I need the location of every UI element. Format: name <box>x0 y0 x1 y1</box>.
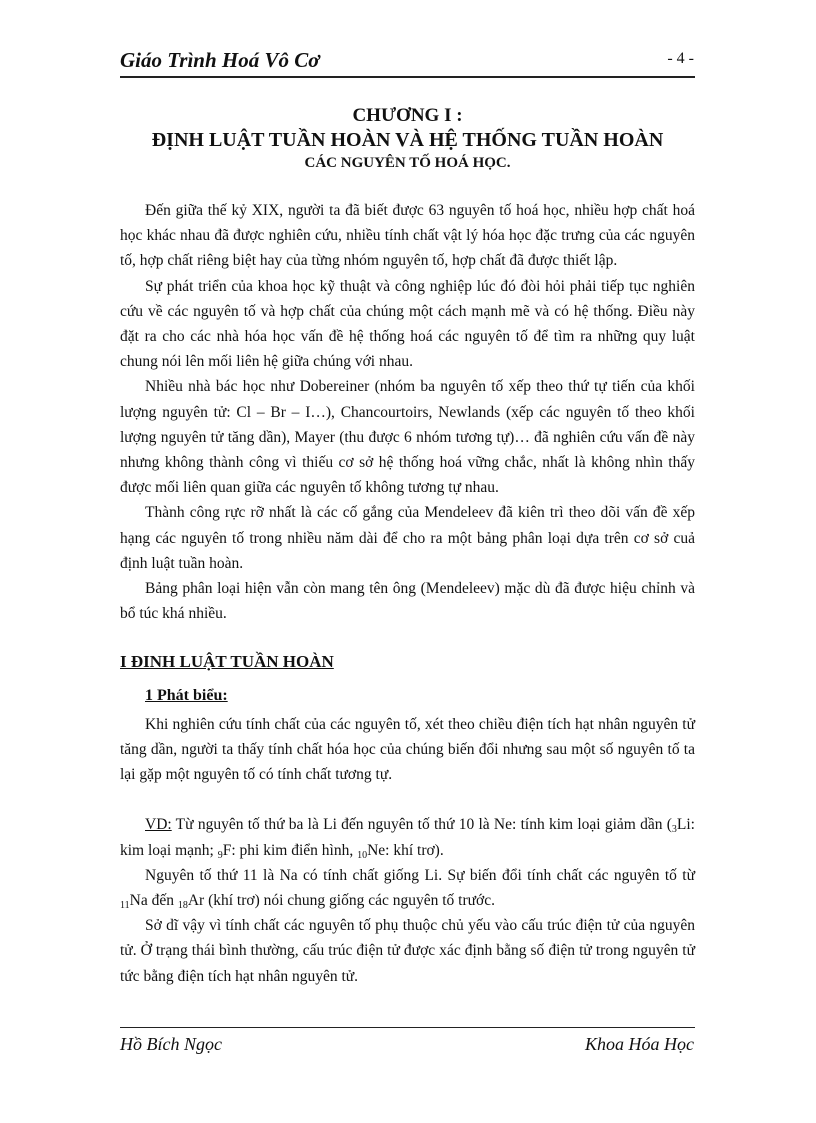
chapter-subtitle: CÁC NGUYÊN TỐ HOÁ HỌC. <box>304 155 511 171</box>
page-header <box>120 48 694 76</box>
electron-structure-paragraph: Sở dĩ vậy vì tính chất các nguyên tố phụ thuộc chủ yếu vào cấu trúc điện tử của nguyên tử. Ở trạng thái bình thường, cấu trúc điện tử được xác định bằng số điện tử trong nguyên tử tức bằng điện tích hạt nhân nguyên tử. <box>120 917 695 985</box>
footer-rule <box>120 1027 695 1028</box>
spacer <box>120 787 695 812</box>
page-number: - 4 - <box>667 50 694 67</box>
intro-paragraph-5: Bảng phân loại hiện vẫn còn mang tên ông (Mendeleev) mặc dù đã được hiệu chỉnh và bổ túc khá nhiều. <box>120 580 695 623</box>
example-paragraph: VD: Từ nguyên tố thứ ba là Li đến nguyên tố thứ 10 là Ne: tính kim loại giảm dần ($_3Li$: kim loại mạnh; $_9$F: phi kim điển hình, $_{10}$Ne: khí trơ). <box>120 816 695 861</box>
example-label: VD: <box>145 816 172 834</box>
intro-paragraph-3: Nhiều nhà bác học như Dobereiner (nhóm ba nguyên tố xếp theo thứ tự tiến của khối lượng nguyên tử: Cl – Br – I…), Chancourtoirs, Newlands (xếp các nguyên tố theo khối lượng nguyên tử tăng dần), Mayer (thu được 6 nhóm tương tự)… đã nghiên cứu vấn đề này nhưng không thành công vì thiếu cơ sở hệ thống hoá vững chắc, nhất là không nhìn thấy được mối liên quan giữa các nguyên tố không tương tự nhau. <box>120 378 695 497</box>
header-rule <box>120 76 695 78</box>
header-title: Giáo Trình Hoá Vô Cơ <box>120 48 320 72</box>
intro-paragraph-4: Thành công rực rỡ nhất là các cố gắng của Mendeleev đã kiên trì theo dõi vấn đề xếp hạng các nguyên tố trong nhiều năm dài để cho ra một bảng phân loại dựa trên cơ sở cuả định luật tuần hoàn. <box>120 504 695 572</box>
footer-department: Khoa Hóa Học <box>585 1034 694 1054</box>
footer-author: Hồ Bích Ngọc <box>120 1034 222 1054</box>
chapter-number: CHƯƠNG I : <box>352 105 463 126</box>
page-content <box>120 198 695 989</box>
intro-paragraph-2: Sự phát triển của khoa học kỹ thuật và công nghiệp lúc đó đòi hỏi phải tiếp tục nghiên cứu về các nguyên tố và hợp chất của chúng một cách mạnh mẽ và có hệ thống. Điều này đặt ra cho các nhà hóa học vấn đề hệ thống hoá các nguyên tố để tìm ra những quy luật chung nói lên mối liên hệ giữa chúng với nhau. <box>120 277 695 371</box>
chapter-title: ĐỊNH LUẬT TUẦN HOÀN VÀ HỆ THỐNG TUẦN HOÀN <box>151 129 664 151</box>
sodium-paragraph: Nguyên tố thứ 11 là Na có tính chất giống Li. Sự biến đổi tính chất các nguyên tố từ $_{11}$Na đến $_{18}$Ar (khí trơ) nói chung giống các nguyên tố trước. <box>120 866 695 912</box>
subsection-title: 1 Phát biểu: <box>145 686 228 704</box>
section-title: I ĐINH LUẬT TUẦN HOÀN <box>120 652 334 672</box>
intro-paragraph-1: Đến giữa thế kỷ XIX, người ta đã biết được 63 nguyên tố hoá học, nhiều hợp chất hoá học khác nhau đã được nghiên cứu, nhiều tính chất vật lý hóa học đặc trưng của các nguyên tố, hợp chất riêng biệt hay của từng nhóm nguyên tố, hợp chất đã được thiết lập. <box>120 202 695 270</box>
law-statement: Khi nghiên cứu tính chất của các nguyên tố, xét theo chiều điện tích hạt nhân nguyên tử tăng dần, người ta thấy tính chất hóa học của chúng biến đổi nhưng sau một số nguyên tố ta lại gặp một nguyên tố có tính chất tương tự. <box>120 715 695 784</box>
